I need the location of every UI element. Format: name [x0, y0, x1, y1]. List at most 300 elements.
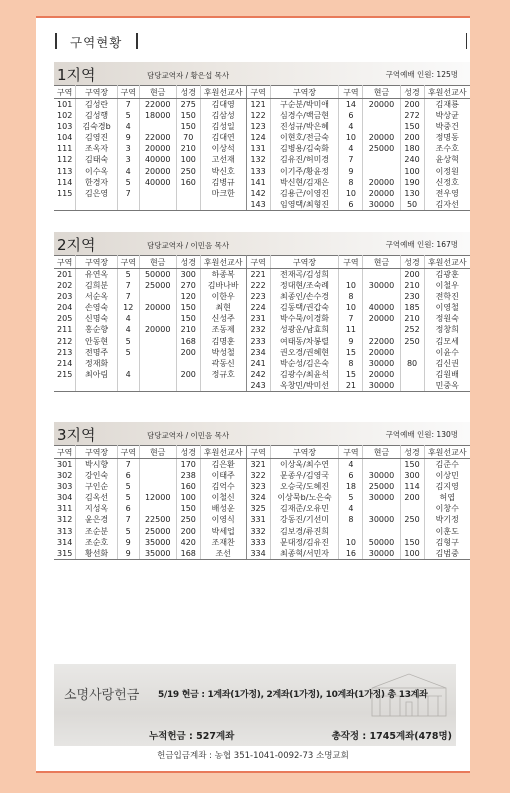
table-row	[54, 369, 470, 380]
table-cell: 102	[54, 110, 76, 121]
table-cell: 101	[54, 99, 76, 111]
table-cell: 100	[176, 492, 200, 503]
table-cell: 5	[117, 335, 139, 346]
table-cell: 9	[117, 537, 139, 548]
table-cell: 200	[176, 347, 200, 358]
table-cell: 김광훈	[435, 270, 459, 279]
table-cell: 김광수/최윤석	[270, 369, 339, 380]
table-row	[54, 380, 470, 392]
table-cell: 150	[176, 313, 200, 324]
table-cell	[139, 347, 176, 358]
table-cell	[400, 503, 424, 514]
table-cell	[363, 154, 400, 165]
table-cell: 25000	[363, 143, 400, 154]
table-cell: 20000	[363, 177, 400, 188]
district-name: 1지역	[57, 66, 96, 84]
table-cell: 25000	[139, 280, 176, 291]
table-cell: 김동택/권갑숙	[270, 302, 339, 313]
table-cell: 15	[339, 347, 363, 358]
table-cell	[139, 199, 176, 211]
table-cell: 성광운/남효희	[270, 324, 339, 335]
column-header: 구역장	[270, 256, 339, 269]
table-cell	[76, 380, 117, 392]
table-cell: 김준수	[435, 460, 459, 469]
table-cell: 4	[339, 503, 363, 514]
table-cell: 이상묵b/노은숙	[270, 492, 339, 503]
district-pastor: 담당교역자 / 이민음 목사	[147, 431, 230, 440]
table-cell: 121	[246, 99, 270, 111]
table-cell: 100	[176, 154, 200, 165]
bottom-divider	[36, 771, 470, 773]
table-cell: 103	[54, 121, 76, 132]
table-cell: 231	[246, 313, 270, 324]
table-cell: 200	[400, 492, 424, 503]
table-cell: 80	[400, 358, 424, 369]
table-row	[54, 313, 470, 324]
table-cell: 168	[176, 335, 200, 346]
table-cell: 박신현/김재은	[270, 177, 339, 188]
table-cell: 11	[339, 324, 363, 335]
table-cell: 40000	[139, 177, 176, 188]
table-cell: 9	[117, 132, 139, 143]
table-cell: 301	[54, 459, 76, 471]
table-cell: 22000	[139, 99, 176, 111]
table-cell: 114	[400, 481, 424, 492]
table-cell: 신정호	[435, 177, 459, 187]
table-cell: 10	[339, 132, 363, 143]
table-cell: 250	[400, 514, 424, 525]
table-cell: 김성행	[76, 110, 117, 121]
table-cell: 배성운	[200, 503, 246, 514]
table-cell: 박신호	[200, 165, 246, 176]
table-cell: 김재준/오유민	[270, 503, 339, 514]
table-cell: 200	[176, 525, 200, 536]
table-cell: 이정원	[435, 166, 459, 176]
table-row	[54, 335, 470, 346]
table-cell	[54, 380, 76, 392]
table-row	[54, 291, 470, 302]
column-header: 구역	[246, 446, 270, 459]
table-cell: 5	[339, 492, 363, 503]
table-cell: 김은영	[76, 188, 117, 199]
table-cell: 210	[400, 313, 424, 324]
table-cell: 20000	[139, 302, 176, 313]
table-row	[54, 470, 470, 481]
table-cell	[139, 503, 176, 514]
table-cell: 조재찬	[200, 537, 246, 548]
column-header: 성경	[400, 86, 424, 99]
table-cell: 최종혁/서민자	[270, 548, 339, 560]
table-cell: 30000	[363, 380, 400, 392]
column-header: 후원선교사	[200, 446, 246, 459]
table-cell: 조옥자	[76, 143, 117, 154]
table-cell	[54, 199, 76, 211]
column-header: 구역	[246, 86, 270, 99]
table-cell: 312	[54, 514, 76, 525]
table-cell: 정대현/조숙례	[270, 280, 339, 291]
table-cell: 조수호	[435, 144, 459, 154]
table-cell: 7	[339, 154, 363, 165]
column-header: 구역	[339, 86, 363, 99]
district-worship-count: 구역예배 인원: 167명	[385, 240, 458, 249]
table-cell: 112	[54, 154, 76, 165]
table-cell: 304	[54, 492, 76, 503]
table-cell: 50000	[363, 537, 400, 548]
table-cell	[363, 121, 400, 132]
table-cell	[400, 525, 424, 536]
column-header: 현금	[363, 446, 400, 459]
table-cell	[363, 525, 400, 536]
district-name: 3지역	[57, 426, 96, 444]
table-cell: 9	[339, 165, 363, 176]
table-cell: 325	[246, 503, 270, 514]
table-cell: 332	[246, 525, 270, 536]
table-cell: 정명동	[435, 133, 459, 143]
table-cell: 40000	[363, 302, 400, 313]
table-row	[54, 110, 470, 121]
table-cell: 21	[339, 380, 363, 392]
table-cell: 김유진/허미경	[270, 154, 339, 165]
table-cell: 222	[246, 280, 270, 291]
table-cell: 321	[246, 459, 270, 471]
table-cell: 16	[339, 548, 363, 560]
table-row	[54, 324, 470, 335]
table-cell: 12000	[139, 492, 176, 503]
table-cell: 7	[117, 99, 139, 111]
table-cell	[139, 313, 176, 324]
table-cell: 황선화	[76, 548, 117, 560]
page-header	[36, 30, 470, 52]
table-cell: 전명주	[76, 347, 117, 358]
table-cell: 20000	[139, 324, 176, 335]
table-row	[54, 525, 470, 536]
table-cell: 정창희	[435, 325, 459, 335]
fund-logo: 소명사랑헌금	[64, 688, 140, 703]
district-name: 2지역	[57, 236, 96, 254]
table-cell: 김재룡	[435, 100, 459, 109]
table-cell	[363, 269, 400, 281]
table-cell: 조순호	[76, 537, 117, 548]
table-cell: 김자선	[424, 199, 470, 211]
column-header: 현금	[139, 446, 176, 459]
table-cell: 420	[176, 537, 200, 548]
table-cell	[176, 188, 200, 199]
table-cell	[363, 503, 400, 514]
table-cell: 최종인/손수경	[270, 291, 339, 302]
table-cell	[339, 269, 363, 281]
table-cell: 224	[246, 302, 270, 313]
table-cell: 3	[117, 143, 139, 154]
table-cell: 214	[54, 358, 76, 369]
column-header: 구역장	[270, 446, 339, 459]
table-cell: 5	[117, 492, 139, 503]
table-cell: 4	[339, 143, 363, 154]
table-cell: 6	[339, 110, 363, 121]
table-cell: 김대영	[200, 99, 246, 111]
table-cell: 10	[339, 280, 363, 291]
table-cell: 홍순향	[76, 324, 117, 335]
table-cell: 168	[176, 548, 200, 560]
table-cell: 324	[246, 492, 270, 503]
table-cell	[400, 369, 424, 380]
table-cell: 강인숙	[76, 470, 117, 481]
district-section	[54, 422, 470, 560]
table-cell: 30000	[363, 470, 400, 481]
table-cell: 130	[400, 188, 424, 199]
table-cell: 314	[54, 537, 76, 548]
table-cell: 211	[54, 324, 76, 335]
district-table	[54, 445, 470, 560]
table-cell: 4	[117, 121, 139, 132]
table-cell: 190	[400, 177, 424, 188]
table-cell: 지성옥	[76, 503, 117, 514]
table-cell: 김범중	[424, 548, 470, 560]
column-header: 후원선교사	[424, 446, 470, 459]
table-cell	[139, 459, 176, 471]
table-cell: 김용근/이영진	[270, 188, 339, 199]
table-cell: 302	[54, 470, 76, 481]
table-cell: 이윤수	[435, 347, 459, 357]
table-cell: 7	[117, 514, 139, 525]
table-cell: 조순분	[76, 525, 117, 536]
table-cell: 옥창민/박미선	[270, 380, 339, 392]
table-cell: 10	[339, 302, 363, 313]
table-cell: 201	[54, 269, 76, 281]
table-cell	[139, 188, 176, 199]
table-cell: 윤상혁	[435, 155, 459, 165]
district-header	[54, 62, 470, 85]
table-cell: 160	[176, 177, 200, 188]
header-right-bar	[466, 33, 468, 49]
district-table	[54, 85, 470, 211]
table-cell: 142	[246, 188, 270, 199]
table-row	[54, 154, 470, 165]
table-cell: 22500	[139, 514, 176, 525]
table-cell: 김삼성	[200, 110, 246, 121]
table-cell: 114	[54, 177, 76, 188]
table-cell: 240	[400, 154, 424, 165]
table-cell: 박시향	[76, 459, 117, 471]
table-cell: 김원배	[435, 369, 459, 379]
table-cell: 민중옥	[424, 380, 470, 392]
table-cell: 강동진/기선미	[270, 514, 339, 525]
table-cell: 233	[246, 335, 270, 346]
table-cell: 5	[117, 177, 139, 188]
table-cell: 최현	[200, 302, 246, 313]
table-cell	[139, 121, 176, 132]
column-header: 구역	[117, 446, 139, 459]
table-cell: 정재화	[76, 358, 117, 369]
table-cell: 30000	[363, 358, 400, 369]
column-header: 후원선교사	[424, 86, 470, 99]
table-row	[54, 548, 470, 560]
table-cell: 213	[54, 347, 76, 358]
table-cell: 전재곡/김성희	[270, 269, 339, 281]
table-cell: 20000	[363, 132, 400, 143]
table-cell: 4	[339, 121, 363, 132]
table-cell	[117, 380, 139, 392]
table-cell: 150	[176, 110, 200, 121]
column-header: 구역장	[270, 86, 339, 99]
table-cell: 김희분	[76, 280, 117, 291]
table-cell	[139, 369, 176, 380]
table-cell: 150	[400, 459, 424, 471]
table-cell: 232	[246, 324, 270, 335]
table-cell: 25000	[363, 481, 400, 492]
table-cell: 김대연	[200, 132, 246, 143]
table-cell: 111	[54, 143, 76, 154]
column-header: 성경	[176, 446, 200, 459]
table-row	[54, 99, 470, 111]
table-cell: 김모세	[435, 336, 459, 346]
table-cell	[363, 110, 400, 121]
table-cell: 150	[176, 503, 200, 514]
column-header: 현금	[363, 86, 400, 99]
table-cell: 곽동신	[200, 358, 246, 369]
table-cell: 300	[400, 470, 424, 481]
table-cell: 김억수	[200, 481, 246, 492]
table-cell	[139, 291, 176, 302]
table-cell: 30000	[363, 492, 400, 503]
table-cell	[139, 481, 176, 492]
table-cell: 이창수	[435, 504, 459, 514]
table-cell: 238	[176, 470, 200, 481]
table-cell: 200	[176, 369, 200, 380]
table-cell: 구순분/박미애	[270, 99, 339, 111]
table-cell	[139, 470, 176, 481]
table-cell: 이상민	[435, 471, 459, 481]
table-cell: 150	[400, 121, 424, 132]
table-cell: 243	[246, 380, 270, 392]
table-cell	[363, 324, 400, 335]
table-row	[54, 492, 470, 503]
table-cell: 100	[400, 548, 424, 560]
table-cell: 5	[117, 269, 139, 281]
table-cell: 123	[246, 121, 270, 132]
district-worship-count: 구역예배 인원: 130명	[385, 430, 458, 439]
table-cell: 김형구	[435, 537, 459, 547]
table-cell: 김지영	[435, 482, 459, 492]
table-cell: 이상욱/최수연	[270, 459, 339, 471]
table-cell: 10	[339, 188, 363, 199]
column-header: 후원선교사	[424, 256, 470, 269]
table-cell: 6	[117, 503, 139, 514]
table-cell: 205	[54, 313, 76, 324]
district-header	[54, 232, 470, 255]
table-cell: 손영숙	[76, 302, 117, 313]
table-cell	[139, 335, 176, 346]
table-cell: 김은환	[200, 459, 246, 471]
table-row	[54, 165, 470, 176]
table-cell: 30000	[363, 548, 400, 560]
table-cell: 100	[400, 165, 424, 176]
district-header	[54, 422, 470, 445]
table-cell: 7	[117, 291, 139, 302]
table-cell	[200, 380, 246, 392]
table-cell: 이태주	[200, 470, 246, 481]
column-header: 성경	[176, 256, 200, 269]
table-cell: 이영식	[200, 514, 246, 525]
table-cell: 30000	[363, 514, 400, 525]
table-cell: 143	[246, 199, 270, 211]
column-header: 구역장	[76, 86, 117, 99]
table-cell: 20000	[363, 369, 400, 380]
table-cell	[176, 358, 200, 369]
table-cell: 이상석	[200, 143, 246, 154]
table-cell: 25000	[139, 525, 176, 536]
table-cell: 115	[54, 188, 76, 199]
table-cell: 서순옥	[76, 291, 117, 302]
table-cell: 160	[176, 481, 200, 492]
table-cell: 9	[339, 335, 363, 346]
table-cell: 7	[117, 188, 139, 199]
district-section	[54, 232, 470, 392]
fund-banner	[54, 664, 456, 746]
table-cell: 4	[117, 369, 139, 380]
table-cell: 35000	[139, 537, 176, 548]
table-cell: 275	[176, 99, 200, 111]
table-cell: 조선	[200, 548, 246, 560]
table-row	[54, 347, 470, 358]
table-cell: 진성규/박은혜	[270, 121, 339, 132]
table-header-row	[54, 446, 470, 459]
table-cell: 이영철	[435, 303, 459, 313]
table-cell: 223	[246, 291, 270, 302]
column-header: 구역장	[76, 256, 117, 269]
table-row	[54, 121, 470, 132]
fund-total: 총작정 : 1745계좌(478명)	[331, 731, 452, 742]
column-header: 현금	[363, 256, 400, 269]
table-cell: 오승국/도혜진	[270, 481, 339, 492]
table-cell: 8	[339, 358, 363, 369]
table-cell: 박수묵/이경화	[270, 313, 339, 324]
table-cell: 김옥선	[76, 492, 117, 503]
table-cell: 6	[117, 470, 139, 481]
table-cell: 210	[400, 280, 424, 291]
table-cell: 허엽	[439, 493, 455, 503]
table-cell: 김성란	[76, 99, 117, 111]
table-cell: 9	[117, 548, 139, 560]
table-cell: 4	[117, 313, 139, 324]
table-cell: 20000	[363, 347, 400, 358]
table-cell: 최아림	[76, 369, 117, 380]
table-cell: 250	[400, 335, 424, 346]
column-header: 구역	[117, 256, 139, 269]
table-cell: 35000	[139, 548, 176, 560]
table-cell: 문종우/김영국	[270, 470, 339, 481]
table-cell: 5	[117, 347, 139, 358]
table-cell: 311	[54, 503, 76, 514]
table-cell: 4	[339, 459, 363, 471]
table-cell	[363, 165, 400, 176]
table-row	[54, 503, 470, 514]
table-cell: 고선재	[200, 154, 246, 165]
table-cell: 12	[117, 302, 139, 313]
table-cell: 303	[54, 481, 76, 492]
table-cell: 3	[117, 154, 139, 165]
table-cell: 김보경/류진희	[270, 525, 339, 536]
column-header: 구역	[339, 256, 363, 269]
table-cell: 5	[117, 481, 139, 492]
column-header: 구역	[339, 446, 363, 459]
table-cell: 8	[339, 514, 363, 525]
table-row	[54, 132, 470, 143]
table-cell: 여태동/차봉렬	[270, 335, 339, 346]
table-cell: 333	[246, 537, 270, 548]
table-cell: 234	[246, 347, 270, 358]
table-cell: 20000	[363, 99, 400, 111]
table-cell: 104	[54, 132, 76, 143]
